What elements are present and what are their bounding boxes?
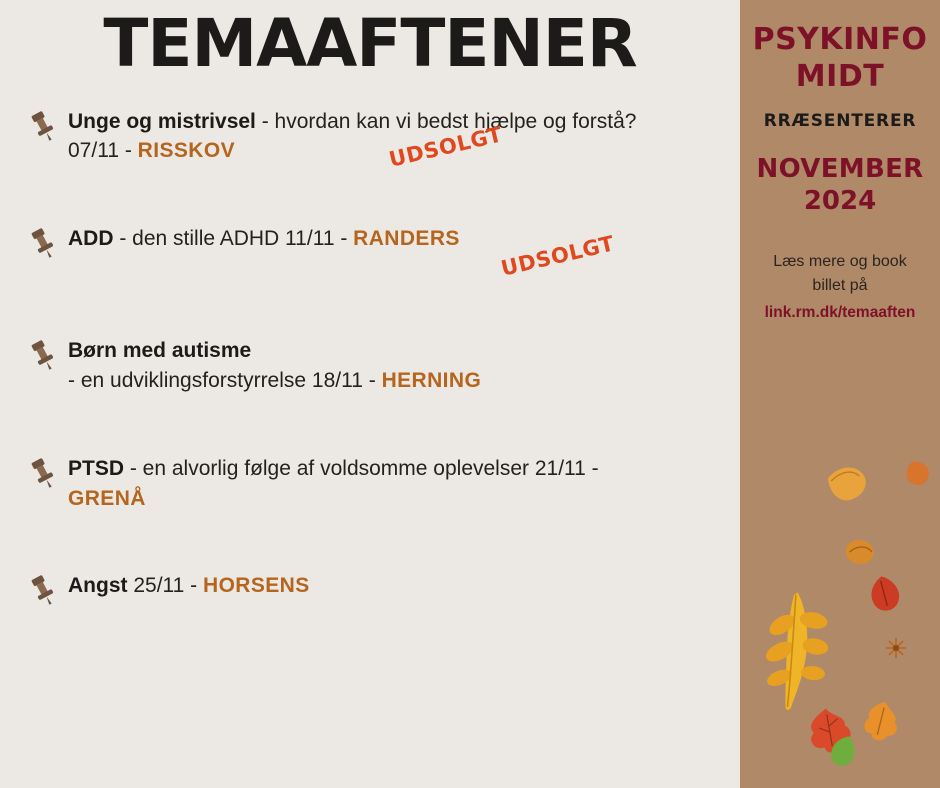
list-item [0,571,740,625]
leaf-icon [867,573,902,613]
event-place: HORSENS [203,574,310,598]
event-desc: - den stille ADHD 11/11 - [113,227,354,251]
event-text [68,336,668,396]
event-text [68,454,668,514]
event-title: PTSD [68,456,125,480]
year-label: 2024 [803,185,877,216]
brand-title [740,0,940,95]
event-desc: - en alvorlig følge af voldsomme oplevelser 21/11 - [124,456,599,480]
event-place: GRENÅ [68,486,146,510]
pushpin-icon [26,573,60,607]
pushpin-icon [26,456,60,490]
event-place: RANDERS [353,227,460,251]
autumn-leaves-decoration [740,430,940,788]
leaf-icon [754,589,842,713]
pushpin-icon [26,338,60,372]
list-item [0,454,740,514]
poster-sidebar [740,0,940,788]
leaf-icon [844,538,876,566]
list-item [0,224,740,281]
presents-label: RRÆSENTERER [763,111,917,132]
leaf-icon [828,732,859,768]
month-label: NOVEMBER [756,154,924,185]
page-title: TEMAAFTENER [103,5,637,82]
leaf-icon [825,462,870,505]
booking-info [740,250,940,326]
pushpin-icon [26,109,60,143]
booking-line-1: Læs mere og book [773,252,907,270]
event-place: RISSKOV [137,139,235,163]
event-title: Unge og mistrivsel [68,109,256,133]
event-title: ADD [68,227,114,251]
booking-line-2: billet på [812,277,868,295]
event-title: Angst [68,574,128,598]
event-place: HERNING [381,369,482,393]
leaf-icon [862,698,903,744]
event-desc: - en udviklingsforstyrrelse 18/11 - [68,369,382,393]
leaf-icon [806,705,853,756]
event-list [0,81,740,626]
leaf-icon [886,638,906,658]
pushpin-icon [26,226,60,260]
event-text [68,571,668,601]
brand-line-2: MIDT [795,58,885,94]
event-desc: - hvordan kan vi bedst hjælpe og forstå? 07/11 - [68,109,637,163]
list-item [0,107,740,172]
brand-line-1: PSYKINFO [752,22,928,57]
booking-link[interactable]: link.rm.dk/temaaften [764,304,916,322]
status-badge: UDSOLGT [498,231,617,281]
leaf-icon [903,459,933,489]
status-badge: UDSOLGT [386,121,505,172]
event-text [68,107,668,167]
event-desc: 25/11 - [127,574,203,598]
event-title: Børn med autisme [68,339,252,363]
list-item [0,336,740,396]
